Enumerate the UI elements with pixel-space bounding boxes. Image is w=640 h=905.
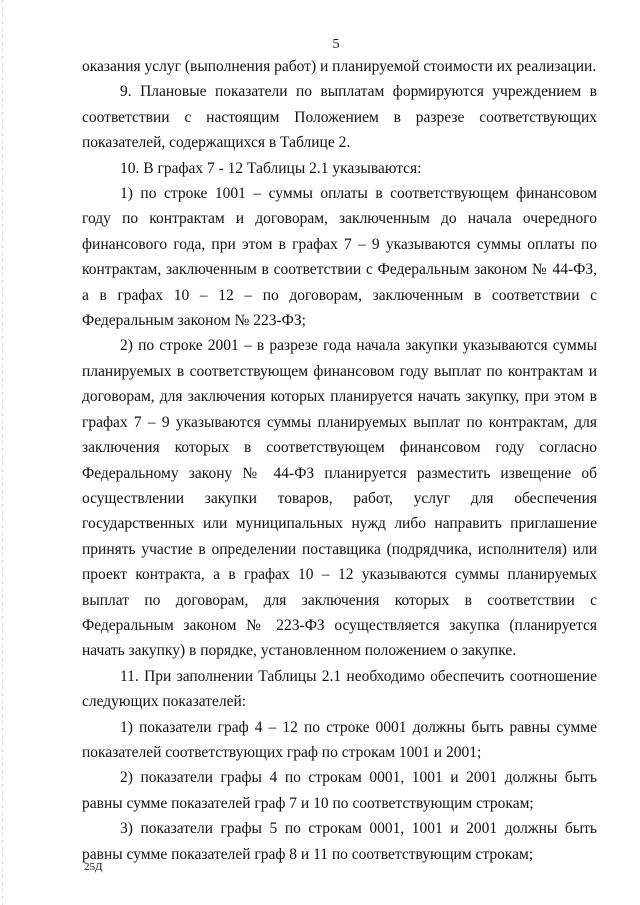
footer-code: 25Д: [84, 861, 103, 873]
paragraph-item-10: 10. В графах 7 - 12 Таблицы 2.1 указываются:: [120, 159, 422, 177]
paragraph-item-11: 11. При заполнении Таблицы 2.1 необходимо обеспечить соотношение следующих показателей:: [82, 667, 597, 711]
paragraph-item-11-1: 1) показатели граф 4 – 12 по строке 0001 должны быть равны сумме показателей соответствующих граф по строкам 1001 и 2001;: [82, 718, 597, 761]
paragraph-item-9: 9. Плановые показатели по выплатам формируются учреждением в соответствии с настоящим Положением в разрезе соответствующих показателей, содержащихся в Таблице 2.: [82, 83, 597, 152]
paragraph-item-10-2: 2) по строке 2001 – в разрезе года начала закупки указываются суммы планируемых в соответствующем финансовом году выплат по контрактам и договорам, для заключения которых планируется начать закупку, при этом в графах 7 – 9 указываются суммы планируемых выплат по контрактам, для заключения которых в соответствующем финансовом году согласно Федеральному закону № 44-ФЗ планируется разместить извещение об осуществлении закупки товаров, работ, услуг для обеспечения государственных или муниципальных нужд либо направить приглашение принять участие в определении поставщика (подрядчика, исполнителя) или проект контракта, а в графах 10 – 12 указываются суммы планируемых выплат по договорам, для заключения которых в соответствии с Федеральным законом № 223-ФЗ осуществляется закупка (планируется начать закупку) в порядке, установленном положением о закупке.: [82, 337, 597, 660]
paragraph-item-11-3: 3) показатели графы 5 по строкам 0001, 1001 и 2001 должны быть равны сумме показателей граф 8 и 11 по соответствующим строкам;: [82, 820, 597, 863]
paragraph-item-11-2: 2) показатели графы 4 по строкам 0001, 1001 и 2001 должны быть равны сумме показателей граф 7 и 10 по соответствующим строкам;: [82, 769, 597, 812]
scan-edge-artifact: [2, 0, 3, 905]
document-body: [82, 54, 597, 867]
page-number: 5: [332, 37, 340, 52]
paragraph-item-10-1: 1) по строке 1001 – суммы оплаты в соответствующем финансовом году по контрактам и договорам, заключенным до начала очередного финансового года, при этом в графах 7 – 9 указываются суммы оплаты по контрактам, заключенным в соответствии с Федеральным законом № 44-ФЗ, а в графах 10 – 12 – по договорам, заключенным в соответствии с Федеральным законом № 223-ФЗ;: [82, 185, 597, 330]
paragraph-continuation: оказания услуг (выполнения работ) и планируемой стоимости их реализации.: [82, 58, 597, 75]
